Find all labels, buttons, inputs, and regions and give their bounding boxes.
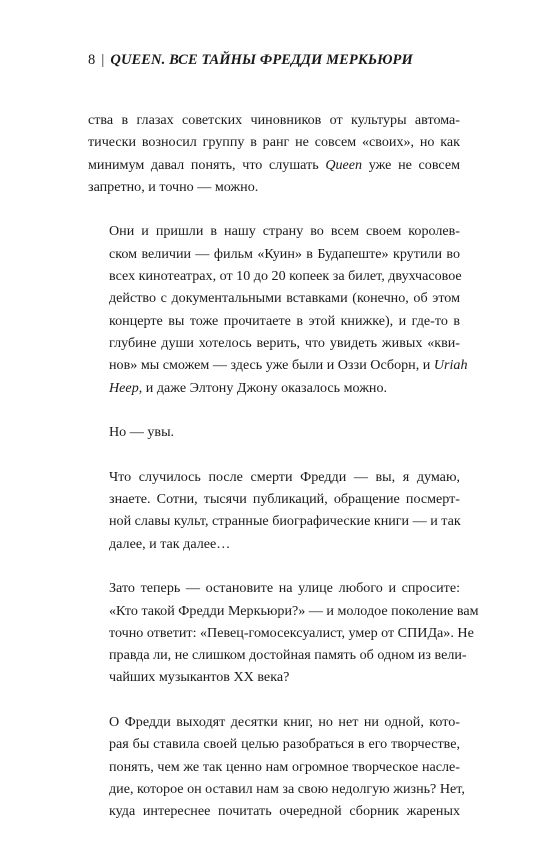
text-run: действо с документальными вставками (конечно, об этом [109, 290, 460, 307]
text-line [88, 310, 460, 332]
book-title: QUEEN. ВСЕ ТАЙНЫ ФРЕДДИ МЕРКЬЮРИ [110, 52, 413, 68]
body-text [88, 109, 479, 845]
text-run: «Кто такой Фредди Меркьюри?» — и молодое поколение вам [109, 602, 479, 619]
text-run: понять, чем же так ценно нам огромное творческое насле- [109, 758, 460, 775]
text-line [88, 287, 460, 309]
page-number: 8 [88, 52, 96, 68]
text-line [88, 733, 460, 755]
paragraph [88, 220, 468, 398]
text-run: Но — увы. [109, 424, 175, 441]
text-run: точно ответит: «Певец-гомосексуалист, умер от СПИДа». Не [109, 624, 474, 641]
text-run: всех кинотеатрах, от 10 до 20 копеек за билет, двухчасовое [109, 268, 462, 285]
text-line [88, 577, 460, 599]
paragraph [88, 711, 465, 822]
text-run: запретно, и точно — можно. [88, 178, 259, 195]
text-line [88, 711, 460, 733]
text-line [88, 756, 460, 778]
italic-text-run: Uriah [433, 357, 468, 374]
text-line [88, 109, 460, 131]
text-run: Что случилось после смерти Фредди — вы, я думаю, [109, 468, 460, 485]
text-line [88, 220, 460, 242]
text-run: тически возносил группу в ранг не совсем «своих», но как [88, 134, 460, 151]
text-run: чайших музыкантов XX века? [109, 669, 290, 686]
text-run: концерте вы тоже прочитаете в этой книжке), и где-то в [109, 312, 460, 329]
text-line [88, 644, 467, 666]
text-line [88, 510, 460, 532]
text-line [88, 243, 460, 265]
text-run: ной славы культ, странные биографические книги — и так [109, 513, 461, 530]
running-header [88, 52, 413, 69]
text-line [88, 332, 460, 354]
paragraph [88, 577, 479, 688]
text-line [88, 421, 460, 443]
text-run: уже не совсем [362, 156, 461, 173]
italic-text-run: Heep [109, 379, 139, 396]
text-run: ском величии — фильм «Куин» в Будапеште» крутили во [109, 245, 460, 262]
text-run: , и даже Элтону Джону оказалось можно. [138, 379, 388, 396]
text-line [88, 265, 460, 287]
text-line [88, 131, 460, 153]
text-line [88, 800, 460, 822]
text-line [88, 488, 460, 510]
text-run: Зато теперь — остановите на улице любого и спросите: [109, 580, 460, 597]
paragraph [88, 466, 460, 555]
text-run: куда интереснее почитать очередной сборник жареных [109, 803, 460, 820]
text-line [88, 377, 460, 399]
text-run: нов» мы сможем — здесь уже были и Оззи Осборн, и [109, 357, 434, 374]
text-run: знаете. Сотни, тысячи публикаций, обращение посмерт- [109, 491, 460, 508]
text-line [88, 533, 460, 555]
italic-text-run: Queen [325, 156, 363, 173]
text-run: рая бы ставила своей целью разобраться в его творчестве, [109, 736, 460, 753]
text-line [88, 154, 460, 176]
text-run: дие, которое он оставил нам за свою недолгую жизнь? Нет, [109, 780, 465, 797]
text-run: Они и пришли в нашу страну во всем своем королев- [109, 223, 460, 240]
header-separator: | [101, 52, 105, 68]
text-run: минимум давал понять, что слушать [88, 156, 326, 173]
text-run: правда ли, не слишком достойная память об одном из вели- [109, 647, 467, 664]
text-run: далее, и так далее… [109, 535, 231, 552]
text-line [88, 622, 474, 644]
text-run: ства в глазах советских чиновников от культуры автома- [88, 112, 460, 128]
text-line [88, 466, 460, 488]
text-run: глубине души хотелось верить, что увидеть живых «кви- [109, 334, 460, 351]
text-line [88, 600, 479, 622]
paragraph [88, 109, 460, 198]
paragraph [88, 421, 460, 443]
text-line [88, 666, 460, 688]
text-line [88, 176, 460, 198]
text-line [88, 778, 465, 800]
text-line [88, 354, 468, 376]
text-run: О Фредди выходят десятки книг, но нет ни одной, кото- [109, 714, 460, 731]
